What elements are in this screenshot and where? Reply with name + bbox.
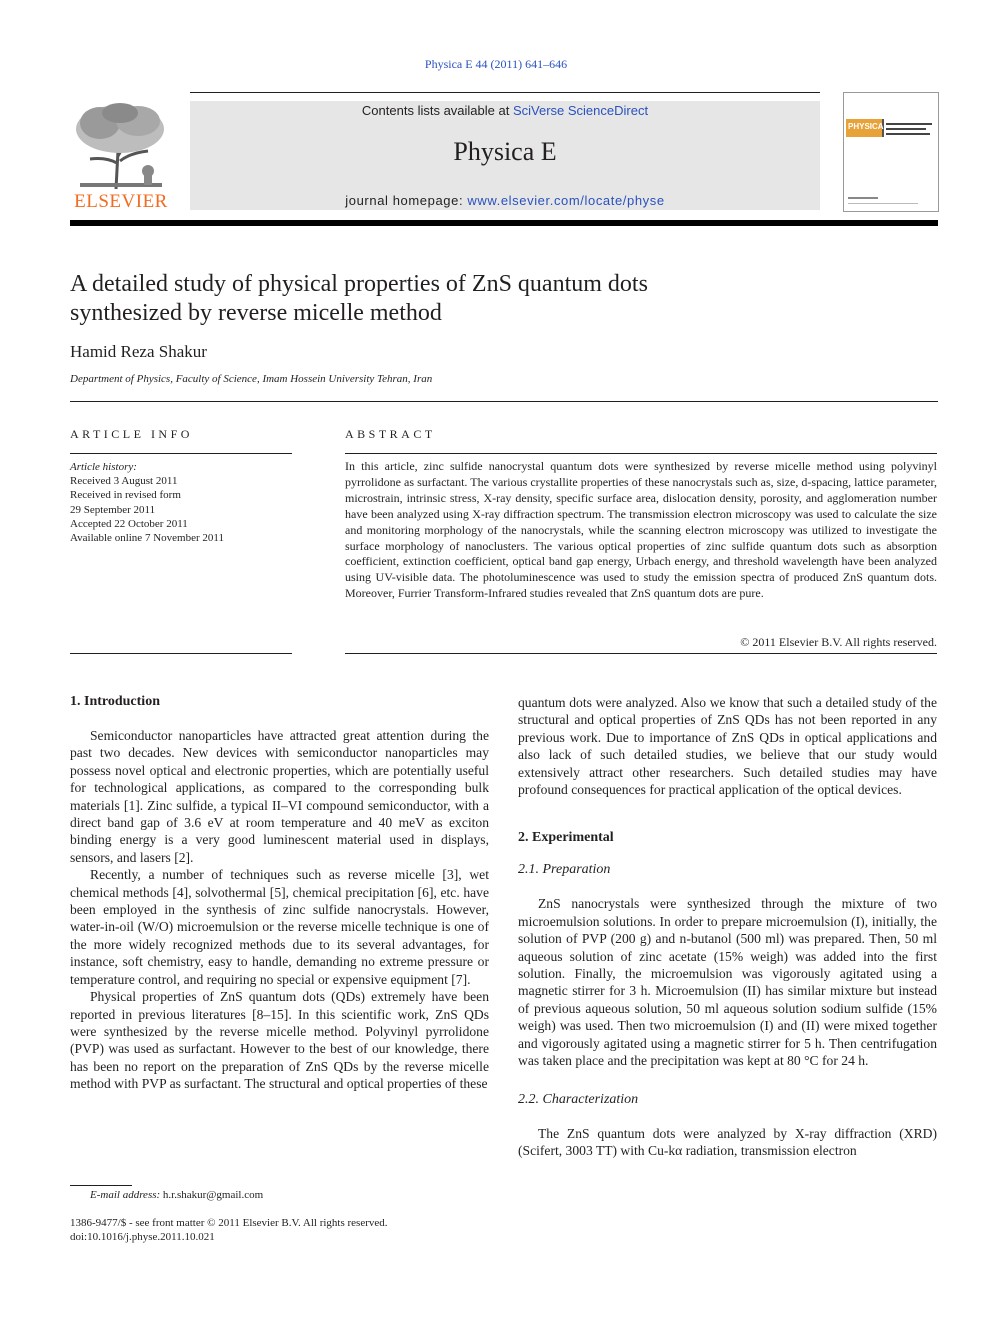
intro-paragraph-2: Recently, a number of techniques such as reverse micelle [3], wet chemical methods [4], solvothermal [5], chemical precipitation [6], etc. have been employed in the synthesis of zinc sulfide nanocrystals. However, water-in-oil (W/O) microemulsion or the reverse micelle technique is one of the more widely recognized methods due to its several advantages, for instance, soft chemistry, easy to handle, demanding no extreme pressure or temperature control, and requiring no special or expensive equipment [7].: [70, 867, 489, 987]
journal-cover-thumbnail[interactable]: [843, 92, 939, 212]
abstract-bottom-rule: [345, 653, 937, 654]
article-title: [70, 270, 830, 328]
abstract-heading: ABSTRACT: [345, 427, 436, 441]
history-item: 29 September 2011: [70, 503, 156, 516]
abstract-copyright: © 2011 Elsevier B.V. All rights reserved.: [740, 635, 937, 649]
title-line-2: synthesized by reverse micelle method: [70, 300, 442, 326]
contents-prefix: Contents lists available at: [361, 103, 513, 118]
introduction-heading: 1. Introduction: [70, 694, 160, 709]
section-introduction: [70, 694, 489, 1093]
email-label: E-mail address:: [90, 1189, 161, 1201]
cover-title: PHYSICA: [848, 122, 884, 131]
right-column: [518, 694, 937, 1159]
homepage-link[interactable]: www.elsevier.com/locate/physe: [467, 193, 665, 208]
intro-paragraph-3: Physical properties of ZnS quantum dots (QDs) extremely have been reported in previous literatures [8–15]. In this scientific work, ZnS QDs were synthesized by the reverse micelle method. Polyvinyl pyrrolidone (PVP) was used as surfactant. However to the best of our knowledge, there has been no report on the preparation of ZnS QDs by the reverse micelle method with PVP as surfactant. The structural and optical properties of these: [70, 989, 489, 1092]
abstract-text: In this article, zinc sulfide nanocrystal quantum dots were synthesized by reverse micelle method using polyvinyl pyrrolidone as surfactant. The various crystallite properties of these nanocrystals such as, size, d-spacing, lattice parameter, microstrain, intrinsic stress, X-ray density, specific surface area, dislocation density, porosity, and agglomeration number have been analyzed using X-ray diffraction spectrum. The transmission electron microscopy was used to calculate the size and monitoring morphology of the nanocrystals, while the scanning electron microscopy was utilized to investigate the surface morphology of nanoclusters. The various optical properties of zinc sulfide quantum dots such as absorption coefficient, extinction coefficient, optical band gap energy, Urbach energy, and threshold wavelength have been analyzed using UV-visible data. The photoluminescence was used to study the emission spectra of produced ZnS quantum dots. Moreover, Furrier Transform-Infrared studies revealed that ZnS quantum dots are pure.: [345, 459, 937, 601]
cover-art-icon: [844, 93, 938, 211]
footnote-rule: [70, 1185, 132, 1186]
journal-name: Physica E: [453, 137, 557, 166]
contents-line: [190, 103, 820, 118]
article-info-heading: ARTICLE INFO: [70, 427, 193, 441]
banner-top-rule: [190, 92, 820, 93]
email-address[interactable]: h.r.shakur@gmail.com: [162, 1189, 264, 1201]
history-label: Article history:: [70, 461, 137, 473]
characterization-heading: 2.2. Characterization: [518, 1091, 639, 1107]
title-bottom-rule: [70, 401, 938, 402]
author-name[interactable]: Hamid Reza Shakur: [70, 342, 207, 361]
header-thick-rule: [70, 220, 938, 226]
journal-banner: [190, 101, 820, 210]
article-history: [70, 460, 292, 545]
doi-line[interactable]: doi:10.1016/j.physe.2011.10.021: [70, 1231, 215, 1243]
intro-paragraph-1: Semiconductor nanoparticles have attracted great attention during the past two decades. New devices with semiconductor nanoparticles may possess novel optical and electronic properties, which are potentially useful for technological applications, as compared to the corresponding bulk materials [1]. Zinc sulfide, a typical II–VI compound semiconductor, with a direct band gap of 3.6 eV at room temperature and 40 meV as exciton binding energy is a very good luminescent material used in displays, sensors, and lasers [2].: [70, 728, 489, 865]
elsevier-tree-logo-icon: [70, 101, 172, 191]
preparation-heading: 2.1. Preparation: [518, 862, 611, 878]
homepage-line: [190, 193, 820, 208]
history-item: Received in revised form: [70, 489, 181, 502]
homepage-prefix: journal homepage:: [345, 193, 468, 208]
history-item: Available online 7 November 2011: [70, 532, 224, 545]
article-info-rule: [70, 453, 292, 454]
footnote-email: [90, 1189, 263, 1201]
history-item: Received 3 August 2011: [70, 475, 178, 488]
characterization-paragraph: The ZnS quantum dots were analyzed by X-ray diffraction (XRD) (Scifert, 3003 TT) with Cu-kα radiation, transmission electron: [518, 1125, 937, 1158]
sciencedirect-link[interactable]: SciVerse ScienceDirect: [512, 103, 649, 118]
experimental-heading: 2. Experimental: [518, 830, 614, 846]
elsevier-wordmark: ELSEVIER: [74, 191, 168, 212]
history-item: Accepted 22 October 2011: [70, 517, 188, 530]
intro-continuation: quantum dots were analyzed. Also we know that such a detailed study of the structural and optical properties of ZnS QDs has not been reported in any previous work. Due to importance of ZnS QDs in optical applications and also lack of such detailed studies, we believe that our study would extensively attract other researchers. Such detailed studies may have profound consequences for practical application of the optical devices.: [518, 695, 937, 798]
journal-citation[interactable]: Physica E 44 (2011) 641–646: [424, 57, 568, 71]
article-info-bottom-rule: [70, 653, 292, 654]
author-affiliation: Department of Physics, Faculty of Science, Imam Hossein University Tehran, Iran: [70, 373, 433, 385]
abstract-rule: [345, 453, 937, 454]
preparation-paragraph: ZnS nanocrystals were synthesized through the mixture of two microemulsion solutions. In order to prepare microemulsion (I), initially, the solution of PVP (200 g) and n-butanol (500 ml) was prepared. Then, 50 ml aqueous solution of zinc acetate (15% weigh) was added into the first solution. Finally, the microemulsion was vigorously agitated using a magnetic stirrer for 3 h. Microemulsion (II) has similar mixture but instead of previous aqueous solution, 50 ml aqueous solution sodium sulfide (15% weigh) was used. Then two microemulsion (I) and (II) were mixed together and vigorously agitated using a magnetic stirrer for 5 h. Then centrifugation was taken place and the precipitation was kept at 80 °C for 24 h.: [518, 896, 937, 1069]
title-line-1: A detailed study of physical properties of ZnS quantum dots: [70, 271, 648, 297]
issn-line: 1386-9477/$ - see front matter © 2011 Elsevier B.V. All rights reserved.: [70, 1217, 388, 1229]
